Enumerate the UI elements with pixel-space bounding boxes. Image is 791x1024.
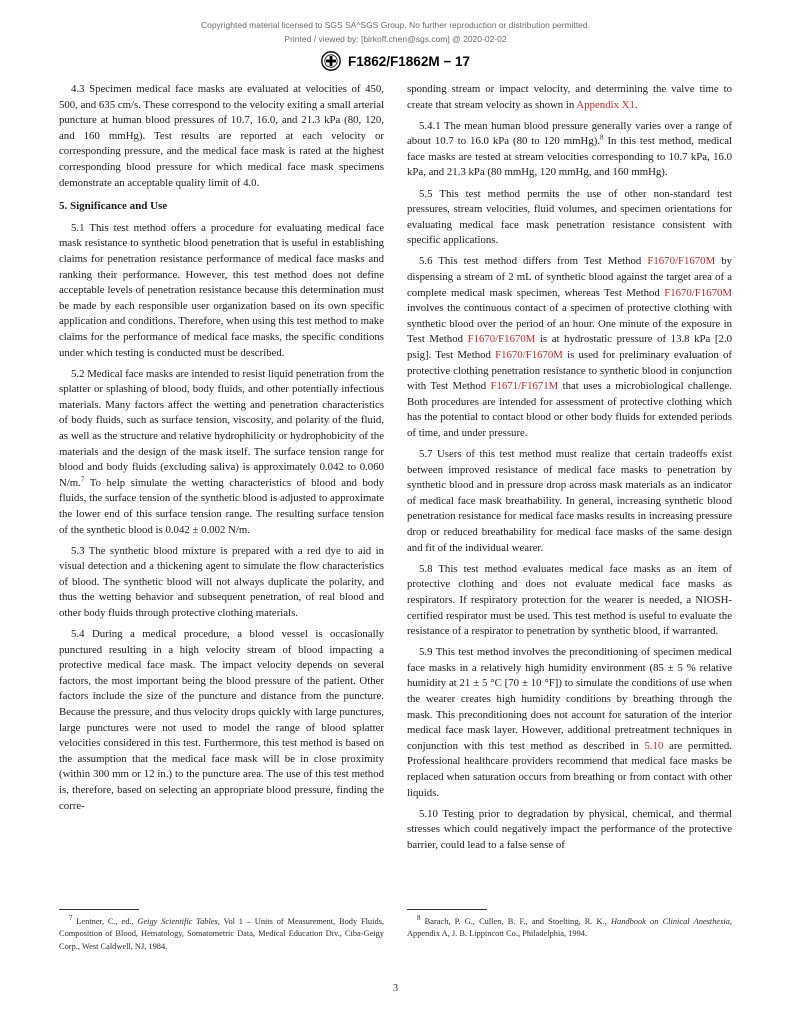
text-span: that uses a microbiological challenge. Both procedures are intended for assessment of protective clothing which has the potential to contact blood or other body fluids for extended periods of time, and under pressure. [407,380,732,439]
astm-logo-icon [321,51,341,71]
paragraph-5-6 [407,254,732,441]
footnote-number: 7 [69,914,73,923]
paragraph-5-5: 5.5 This test method permits the use of other non-standard test pressures, stream velocities, fluid volumes, and specimen orientations for evaluating medical face mask penetration resistance consistent with specific applications. [407,187,732,247]
paragraph-5-4: 5.4 During a medical procedure, a blood vessel is occasionally punctured resulting in a high velocity stream of blood impacting a protective medical face mask. The impact velocity depends on several factors, the most important being the blood pressure of the patient. Other factors include the size of the puncture and distance from the puncture. Because the pressure, and thus velocity drops quickly with large punctures, large punctures were not used to model the range of blood splatter velocities considered in this test. Furthermore, this test method is based on the assumption that the medical face mask will be in close proximity (within 300 mm or 12 in.) to the puncture area. The use of this test method is, therefore, based on selecting an appropriate blood pressure, finding the corre- [59,628,384,812]
text-span: is at hydrostatic pressure of 13.8 kPa [2.0 psig]. Test Method [407,333,732,361]
footnote-7 [59,916,384,953]
license-notice [0,18,791,46]
license-line: Copyrighted material licensed to SGS SA^SGS Group. No further reproduction or distribution permitted. [200,20,591,30]
paragraph-5-1: 5.1 This test method offers a procedure for evaluating medical face mask resistance to synthetic blood penetration that is useful in establishing claims for penetration resistance performance of medical face masks and ranking their performance. However, this test method does not define acceptable levels of penetration resistance because this determination must be made by each responsible user organization based on its own specific application and conditions. Therefore, when using this test method to make claims for the performance of medical face masks, the specific conditions under which testing is conducted must be described. [59,221,384,359]
standard-link[interactable]: F1670/F1670M [467,333,536,346]
text-span: involves the continuous contact of a specimen of protective clothing with synthetic blood over the period of an hour. One minute of the exposure in Test Method [407,302,732,346]
text-span: Lentner, C., ed., [72,917,138,926]
footnote-marker[interactable]: 8 [600,133,604,142]
paragraph-5-8: 5.8 This test method evaluates medical face masks as an item of protective clothing and does not evaluate medical face masks as respirators. If respiratory protection for the wearer is needed, a NIOSH-certified respirator must be used. This test method is useful to evaluate the resistance of a respirator to penetration by synthetic blood, if warranted. [407,562,732,638]
footnote-marker[interactable]: 7 [80,475,85,484]
text-span: 5.9 This test method involves the preconditioning of specimen medical face masks in a relatively high humidity environment (85 ± 5 % relative humidity at 21 ± 5 °C [70 ± 10 °F]) to simulate the conditions of use when the wearer creates high humidity conditions by breathing through the mask. This preconditioning does not account for saturation of the interior medical face mask layer. However, additional pretreatment techniques in conjunction with this test method as described in [407,646,732,752]
paragraph-5-10: 5.10 Testing prior to degradation by physical, chemical, and thermal stresses which could negatively impact the performance of the protective barrier, could lead to a false sense of [407,807,732,851]
paragraph-5-4-1 [407,119,732,181]
text-span: In this test method, medical face masks are tested at stream velocities corresponding to 10.7 kPa, 16.0 kPa, and 21.3 kPa (80 mmHg, 120 mmHg, and 160 mmHg). [407,135,732,179]
standard-link[interactable]: F1670/F1670M [664,286,732,299]
footnote-text [407,916,732,941]
page-number: 3 [392,983,399,994]
text-span: 5.6 This test method differs from Test Method [419,255,648,268]
publication-title: Handbook on Clinical Anesthesia [610,917,730,926]
text-span: 5.2 Medical face masks are intended to resist liquid penetration from the splatter or splashing of blood, body fluids, and other potentially infectious materials. Many factors affect the wetting and penetration characteristics of body fluids, such as surface tension, viscosity, and polarity of the fluid, as well as the structure and relative hydrophilicity or hydrophobicity of the materials and the design of the mask itself. The surface tension range for blood and body fluids (excluding saliva) is approximately 0.042 to 0.060 N/m. [59,367,385,489]
footnote-8 [407,916,732,941]
text-span: To help simulate the wetting characteristics of blood and body fluids, the surface tension of the synthetic blood is adjusted to approximate the lower end of this surface tension range. The resulting surface tension of the synthetic blood is 0.042 ± 0.002 N/m. [59,476,384,536]
publication-title: Geigy Scientific Tables [137,917,218,926]
section-heading: 5. Significance and Use [59,200,168,213]
appendix-link[interactable]: Appendix X1 [576,98,635,111]
text-span: is used for preliminary evaluation of protective clothing penetration resistance to synthetic blood in conjunction with Test Method [407,349,732,393]
footnote-text [59,916,384,953]
viewer-line: Printed / viewed by: [birkoff.chen@sgs.com] @ 2020-02-02 [284,34,507,44]
text-span: . [634,98,638,111]
right-column [407,82,732,859]
paragraph-5-2 [59,367,384,539]
standard-designation [0,50,791,72]
footnote-number: 8 [417,914,421,923]
footnote-divider [407,909,487,910]
section-link[interactable]: 5.10 [644,739,664,752]
text-span: Barach, P. G., Cullen, B. F., and Stoelting, R. K., [420,917,611,926]
text-span: 5.4.1 The mean human blood pressure generally varies over a range of about 10.7 to 16.0 kPa (80 to 120 mmHg). [407,119,732,148]
text-span: , Appendix A, J. B. Lippincott Co., Philadelphia, 1994. [407,917,732,939]
paragraph-4-3: 4.3 Specimen medical face masks are evaluated at velocities of 450, 500, and 635 cm/s. These correspond to the velocity exiting a small arterial puncture at human blood pressures of 10.7, 16.0, and 21.3 kPa (80, 120, and 160 mmHg). Test results are reported at each velocity or corresponding pressure, and the medical face mask is rated at the highest corresponding blood pressure for which medical face mask specimens demonstrate an acceptable quality limit of 4.0. [59,83,384,189]
standard-link[interactable]: F1671/F1671M [490,380,559,393]
paragraph-5-7: 5.7 Users of this test method must realize that certain tradeoffs exist between improved resistance of medical face masks to penetration by synthetic blood and in pressure drop across mask materials as an indicator of medical face mask breathability. In general, increasing synthetic blood penetration resistance for medical face masks results in increasing pressure drop or reduced breathability for medical face masks of the same design and fit of the individual wearer. [407,448,732,554]
designation-code: F1862/F1862M − 17 [348,53,470,69]
text-span: are permitted. Professional healthcare providers recommend that medical face masks be replaced when saturation occurs from breathing or from contact with other liquids. [407,739,732,799]
paragraph-5-3: 5.3 The synthetic blood mixture is prepared with a red dye to aid in visual detection and a thickening agent to simulate the flow characteristics of blood. The synthetic blood will not always duplicate the polarity, and thus the wetting behavior and subsequent penetration, of real blood and other body fluids through protective clothing materials. [59,544,384,619]
paragraph-5-9 [407,645,732,801]
footnote-divider [59,909,139,910]
standard-link[interactable]: F1670/F1670M [495,349,563,361]
text-span: , Vol 1 – Units of Measurement, Body Fluids, Composition of Blood, Hematology, Somatometric Data, Medical Education Div., Ciba-Geigy Corp., West Caldwell, NJ, 1984. [59,917,384,951]
paragraph-5-4-continued [407,82,732,113]
text-span: by dispensing a stream of 2 mL of synthetic blood against the target area of a complete medical mask specimen, whereas Test Method [407,255,733,299]
text-span: sponding stream or impact velocity, and determining the valve time to create that stream velocity as shown in [407,83,732,111]
standard-link[interactable]: F1670/F1670M [647,255,716,268]
left-column [59,82,384,820]
